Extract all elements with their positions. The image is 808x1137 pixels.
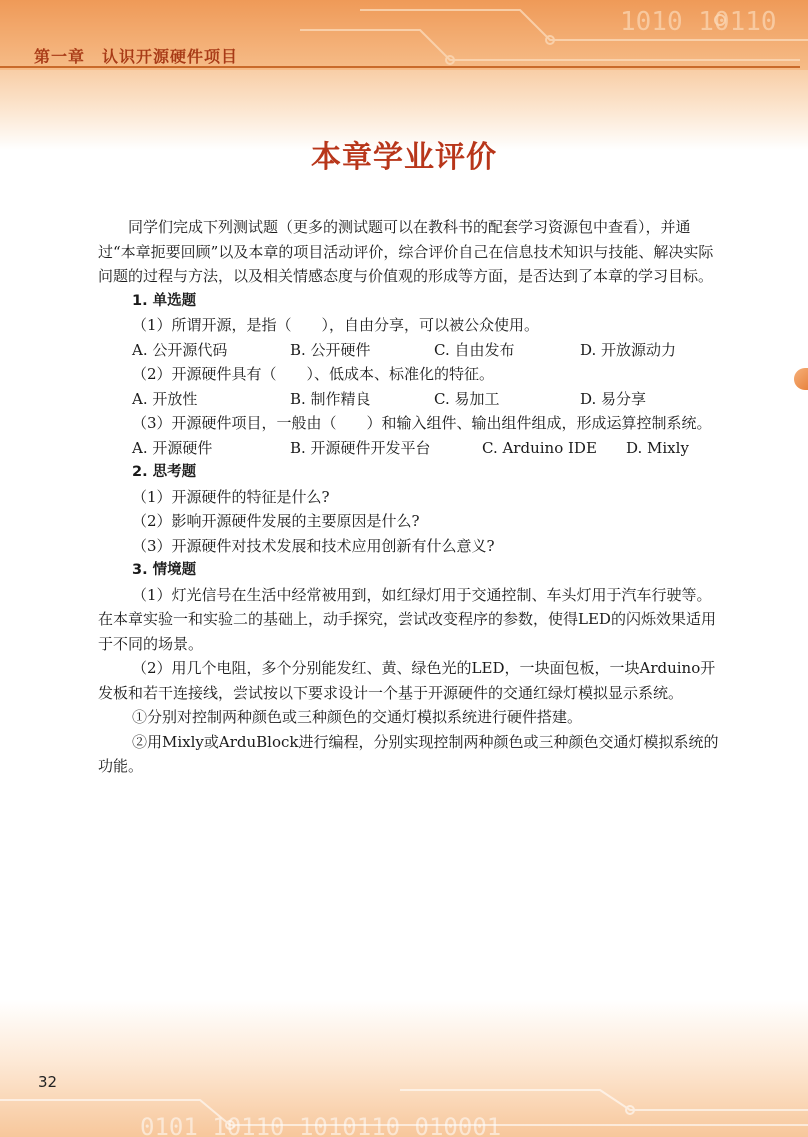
scenario-paragraph: （2）用几个电阻，多个分别能发红、黄、绿色光的LED，一块面包板，一块Arduino开发板和若干连接线，尝试按以下要求设计一个基于开源硬件的交通红绿灯模拟显示系统。 — [98, 659, 716, 702]
section-title-scenario: 3. 情境题 — [132, 562, 197, 578]
option-d: D. 易分享 — [580, 389, 647, 408]
svg-text:1010 10110: 1010 10110 — [620, 7, 777, 37]
options-row — [98, 338, 726, 363]
option-b: B. 制作精良 — [290, 389, 371, 408]
scenario-paragraph: （1）灯光信号在生活中经常被用到，如红绿灯用于交通控制、车头灯用于汽车行驶等。在本章实验一和实验二的基础上，动手探究，尝试改变程序的参数，使得LED的闪烁效果适用于不同的场景。 — [98, 585, 716, 653]
options-row — [98, 436, 726, 461]
option-a: A. 开源硬件 — [132, 438, 213, 457]
question-stem: （3）开源硬件项目，一般由（ ）和输入组件、输出组件组成，形成运算控制系统。 — [132, 414, 712, 432]
option-a: A. 开放性 — [132, 389, 198, 408]
option-a: A. 公开源代码 — [132, 340, 228, 359]
circuit-decoration — [300, 0, 808, 66]
section-title-single-choice: 1. 单选题 — [132, 292, 197, 309]
scenario-task: ②用Mixly或ArduBlock进行编程，分别实现控制两种颜色或三种颜色交通灯模拟系统的功能。 — [98, 732, 719, 775]
page-number: 32 — [38, 1073, 58, 1091]
svg-text:0101 10110 1010110 010001: 0101 10110 1010110 010001 — [140, 1113, 502, 1137]
question-stem: （1）所谓开源，是指（ ），自由分享，可以被公众使用。 — [132, 316, 540, 334]
side-tab-marker — [794, 368, 808, 390]
option-d: D. 开放源动力 — [580, 340, 677, 359]
page-title: 本章学业评价 — [311, 140, 497, 175]
intro-paragraph: 同学们完成下列测试题（更多的测试题可以在教科书的配套学习资源包中查看），并通过“本章扼要回顾”以及本章的项目活动评价，综合评价自己在信息技术知识与技能、解决实际问题的过程与方法，以及相关情感态度与价值观的形成等方面，是否达到了本章的学习目标。 — [98, 218, 714, 285]
options-row — [98, 387, 726, 412]
content-body — [98, 215, 726, 779]
footer-circuit-decoration — [0, 1080, 808, 1137]
option-c: C. 易加工 — [434, 389, 500, 408]
option-b: B. 公开硬件 — [290, 340, 371, 359]
scenario-task: ①分别对控制两种颜色或三种颜色的交通灯模拟系统进行硬件搭建。 — [132, 708, 583, 726]
thinking-question: （1）开源硬件的特征是什么? — [132, 487, 330, 506]
section-title-thinking: 2. 思考题 — [132, 464, 197, 480]
option-c: C. Arduino IDE — [482, 438, 597, 457]
option-c: C. 自由发布 — [434, 340, 515, 359]
question-stem: （2）开源硬件具有（ ）、低成本、标准化的特征。 — [132, 365, 495, 383]
thinking-question: （3）开源硬件对技术发展和技术应用创新有什么意义? — [132, 536, 495, 555]
thinking-question: （2）影响开源硬件发展的主要原因是什么? — [132, 512, 420, 530]
option-b: B. 开源硬件开发平台 — [290, 438, 431, 457]
option-d: D. Mixly — [626, 438, 689, 457]
chapter-title: 第一章 认识开源硬件项目 — [34, 47, 239, 66]
